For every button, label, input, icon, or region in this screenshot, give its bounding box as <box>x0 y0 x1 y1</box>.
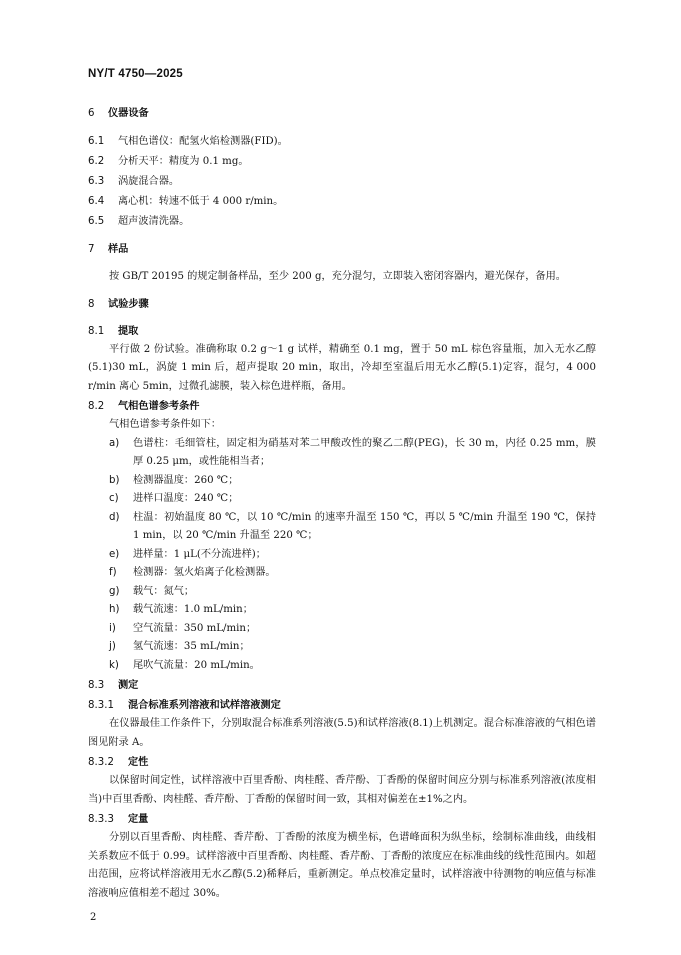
subsection-title: 混合标准系列溶液和试样溶液测定 <box>128 700 281 711</box>
item-mark: f) <box>109 567 117 578</box>
subsection-number: 8.3.2 <box>88 757 114 768</box>
item-text: 载气：氮气； <box>133 585 195 597</box>
subsection-heading-8-3-3 <box>88 811 596 829</box>
condition-item <box>88 490 596 509</box>
paragraph: 分别以百里香酚、肉桂醛、香芹酚、丁香酚的浓度为横坐标，色谱峰面积为纵坐标，绘制标准曲线，曲线相关系数应不低于 0.99。试样溶液中百里香酚、肉桂醛、香芹酚、丁香酚的浓度应在标准曲线的线性范围内。如超出范围，应将试样溶液用无水乙醇(5.2)稀释后，重新测定。单点校准定量时，试样溶液中待测物的响应值与标准溶液响应值相差不超过 30%。 <box>88 832 596 899</box>
list-item <box>88 192 596 212</box>
section-heading-7 <box>88 242 596 258</box>
item-mark: b) <box>109 474 120 486</box>
condition-item <box>88 620 596 639</box>
subsection-title: 测定 <box>118 680 139 691</box>
subsection-heading-8-3-1 <box>88 697 596 715</box>
item-text: 尾吹气流量：20 mL/min。 <box>133 659 260 671</box>
item-number: 6.4 <box>88 196 105 207</box>
condition-item <box>88 583 596 602</box>
subsection-heading-8-2 <box>88 398 596 416</box>
item-text: 色谱柱：毛细管柱，固定相为硝基对苯二甲酸改性的聚乙二醇(PEG)，长 30 m，内径 0.25 mm，膜厚 0.25 μm，或性能相当者； <box>133 437 596 467</box>
list-item <box>88 132 596 152</box>
condition-item <box>88 638 596 657</box>
condition-item <box>88 509 596 546</box>
list-item <box>88 212 596 232</box>
item-mark: a) <box>109 437 120 449</box>
subsection-heading-8-3 <box>88 677 596 695</box>
item-text: 空气流量：350 mL/min； <box>133 622 257 634</box>
condition-item <box>88 546 596 565</box>
paragraph: 以保留时间定性，试样溶液中百里香酚、肉桂醛、香芹酚、丁香酚的保留时间应分别与标准系列溶液(浓度相当)中百里香酚、肉桂醛、香芹酚、丁香酚的保留时间一致，其相对偏差在±1%之内。 <box>88 775 596 805</box>
condition-item <box>88 472 596 491</box>
item-text: 进样口温度：240 ℃； <box>133 493 239 504</box>
item-mark: g) <box>109 585 120 597</box>
subsection-title: 气相色谱参考条件 <box>118 401 200 412</box>
condition-item <box>88 657 596 676</box>
paragraph: 平行做 2 份试验。准确称取 0.2 g～1 g 试样，精确至 0.1 mg，置于 50 mL 棕色容量瓶，加入无水乙醇(5.1)30 mL，涡旋 1 min 后，超声提取 20 min，取出，冷却至室温后用无水乙醇(5.1)定容，混匀，4 000 r/min 离心 5min，过微孔滤膜，装入棕色进样瓶，备用。 <box>88 343 596 392</box>
item-text: 涡旋混合器。 <box>118 176 180 187</box>
subsection-number: 8.3 <box>88 680 105 691</box>
condition-item <box>88 435 596 472</box>
item-text: 检测器温度：260 ℃； <box>133 474 239 486</box>
subsection-number: 8.3.1 <box>88 700 114 711</box>
document-body <box>88 96 596 903</box>
subsection-title: 提取 <box>118 325 139 337</box>
section-heading-8 <box>88 297 596 313</box>
item-mark: k) <box>109 659 119 671</box>
item-text: 超声波清洗器。 <box>118 216 190 227</box>
list-item <box>88 152 596 172</box>
item-number: 6.1 <box>88 136 105 147</box>
item-text: 柱温：初始温度 80 ℃，以 10 ℃/min 的速率升温至 150 ℃，再以 5 ℃/min 升温至 190 ℃，保持 1 min，以 20 ℃/min 升温至 220 ℃； <box>133 511 596 541</box>
section-number: 8 <box>88 298 95 310</box>
section-number: 6 <box>88 108 95 119</box>
item-mark: d) <box>109 511 120 523</box>
paragraph: 按 GB/T 20195 的规定制备样品，至少 200 g，充分混匀，立即装入密闭容器内，避光保存，备用。 <box>109 271 566 282</box>
item-number: 6.3 <box>88 176 105 187</box>
subsection-number: 8.3.3 <box>88 814 114 825</box>
subsection-title: 定性 <box>128 757 149 768</box>
subsection-heading-8-3-2 <box>88 754 596 772</box>
paragraph: 在仪器最佳工作条件下，分别取混合标准系列溶液(5.5)和试样溶液(8.1)上机测定。混合标准溶液的气相色谱图见附录 A。 <box>88 718 596 748</box>
item-text: 氢气流速：35 mL/min； <box>133 641 250 652</box>
item-text: 检测器：氢火焰离子化检测器。 <box>133 567 276 578</box>
section-heading-6 <box>88 106 596 122</box>
item-mark: j) <box>109 641 116 652</box>
section-title: 仪器设备 <box>108 108 149 119</box>
item-text: 气相色谱仪：配氢火焰检测器(FID)。 <box>118 136 288 147</box>
item-text: 进样量：1 μL(不分流进样)； <box>133 548 266 560</box>
subsection-title: 定量 <box>128 814 149 825</box>
item-mark: c) <box>109 493 119 504</box>
item-text: 分析天平：精度为 0.1 mg。 <box>118 156 249 167</box>
section-title: 试验步骤 <box>108 298 149 310</box>
section-title: 样品 <box>108 244 129 255</box>
item-mark: e) <box>109 548 120 560</box>
paragraph: 气相色谱参考条件如下： <box>109 419 222 430</box>
item-mark: i) <box>109 622 116 634</box>
list-item <box>88 172 596 192</box>
section-number: 7 <box>88 244 95 255</box>
item-text: 载气流速：1.0 mL/min； <box>133 604 253 615</box>
item-number: 6.5 <box>88 216 105 227</box>
item-text: 离心机：转速不低于 4 000 r/min。 <box>118 196 284 207</box>
item-mark: h) <box>109 604 120 615</box>
page-number: 2 <box>90 912 97 923</box>
subsection-heading-8-1 <box>88 323 596 341</box>
subsection-number: 8.2 <box>88 401 105 412</box>
condition-item <box>88 601 596 620</box>
item-number: 6.2 <box>88 156 105 167</box>
condition-item <box>88 564 596 583</box>
subsection-number: 8.1 <box>88 325 105 337</box>
standard-number: NY/T 4750—2025 <box>88 68 183 80</box>
